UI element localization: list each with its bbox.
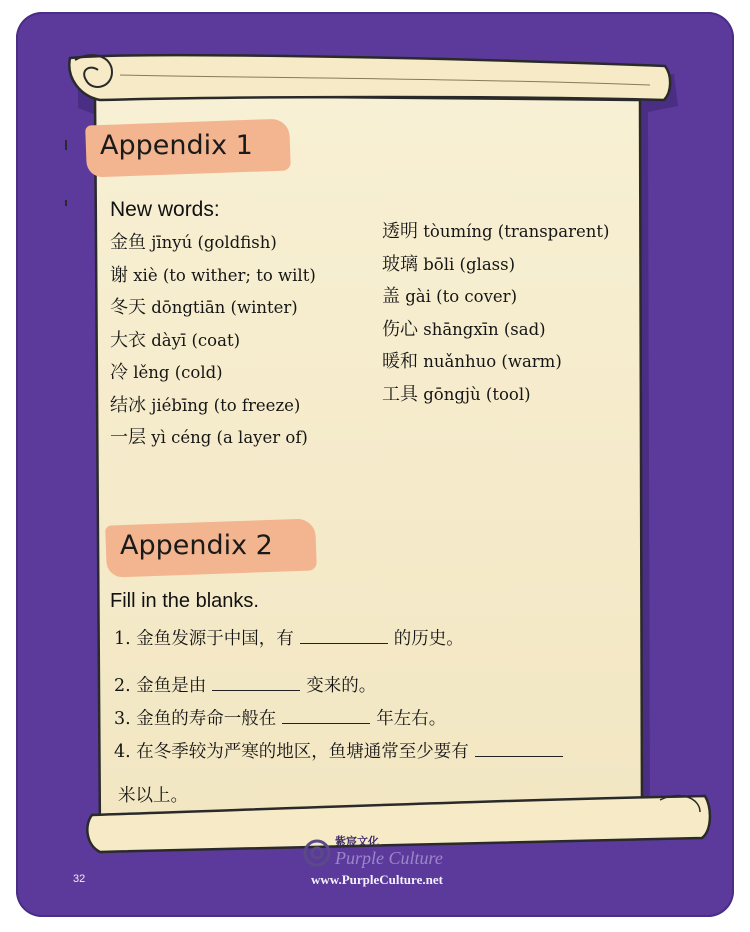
list-item: 冷 lěng (cold)	[110, 362, 223, 383]
watermark-chinese: 紫宸文化	[335, 835, 379, 848]
list-item: 暖和 nuǎnhuo (warm)	[382, 351, 562, 372]
new-words-heading: New words:	[110, 198, 220, 221]
list-item: 大衣 dàyī (coat)	[110, 329, 241, 351]
question-1: 1. 金鱼发源于中国，有 的历史。	[114, 625, 464, 650]
purple-culture-logo-icon	[303, 838, 331, 868]
question-4-continuation: 米以上。	[118, 786, 188, 806]
list-item: 玻璃 bōli (glass)	[382, 253, 516, 275]
new-words-left-list	[110, 227, 316, 455]
question-2: 2. 金鱼是由 变来的。	[114, 672, 376, 697]
watermark-url: www.PurpleCulture.net	[311, 872, 443, 887]
question-3: 3. 金鱼的寿命一般在 年左右。	[114, 705, 446, 730]
appendix2-title: Appendix 2	[120, 530, 273, 561]
list-item: 一层 yì céng (a layer of)	[110, 427, 308, 448]
list-item: 透明 tòumíng (transparent)	[382, 221, 610, 242]
list-item: 金鱼 jīnyú (goldfish)	[110, 232, 277, 253]
list-item: 伤心 shāngxīn (sad)	[382, 318, 546, 340]
appendix1-title: Appendix 1	[100, 130, 253, 161]
list-item: 工具 gōngjù (tool)	[382, 383, 531, 405]
fill-blanks-heading: Fill in the blanks.	[110, 590, 259, 612]
list-item: 结冰 jiébīng (to freeze)	[110, 394, 301, 416]
page-number: 32	[73, 873, 86, 885]
blank-3[interactable]	[282, 705, 370, 724]
blank-2[interactable]	[212, 672, 300, 691]
watermark-brand: Purple Culture	[335, 848, 443, 868]
blank-1[interactable]	[300, 625, 388, 644]
list-item: 冬天 dōngtiān (winter)	[110, 297, 298, 318]
list-item: 盖 gài (to cover)	[382, 286, 518, 307]
blank-4[interactable]	[475, 738, 563, 757]
question-4: 4. 在冬季较为严寒的地区，鱼塘通常至少要有	[114, 738, 569, 763]
new-words-right-list	[382, 216, 609, 411]
list-item: 谢 xiè (to wither; to wilt)	[110, 264, 316, 286]
